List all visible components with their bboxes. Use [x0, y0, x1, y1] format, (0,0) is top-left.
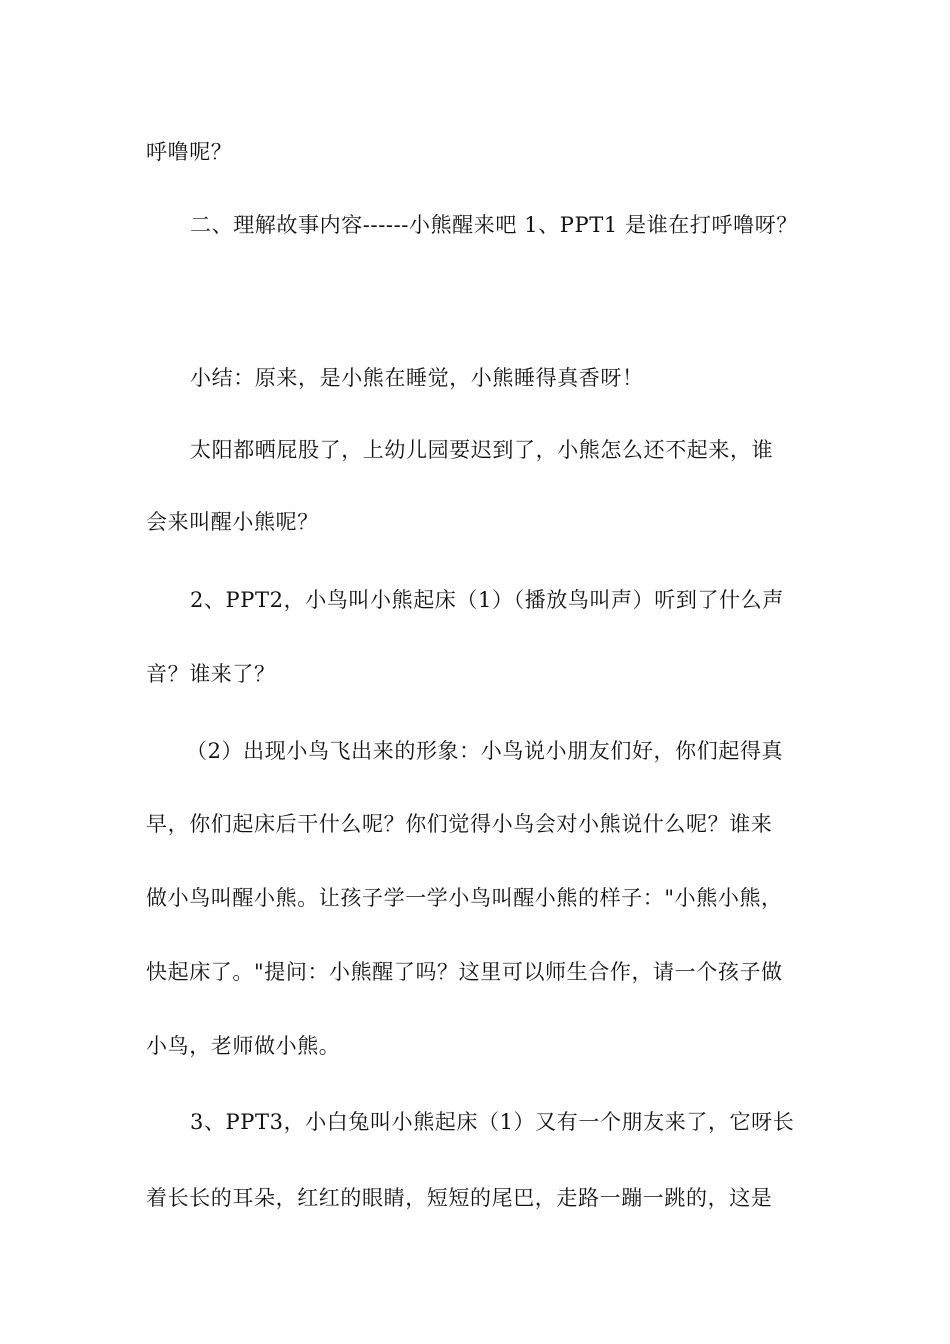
section-heading: 二、理解故事内容------小熊醒来吧 1、PPT1 是谁在打呼噜呀？ — [190, 213, 798, 237]
summary-line: 小结：原来，是小熊在睡觉，小熊睡得真香呀！ — [190, 366, 644, 390]
paragraph-line: 会来叫醒小熊呢？ — [146, 510, 319, 534]
paragraph-line: （2）出现小鸟飞出来的形象：小鸟说小朋友们好，你们起得真 — [186, 739, 784, 763]
paragraph-line: 2、PPT2，小鸟叫小熊起床（1）（播放鸟叫声）听到了什么声 — [190, 588, 784, 612]
paragraph-line: 小鸟，老师做小熊。 — [146, 1034, 341, 1058]
paragraph-line: 早，你们起床后干什么呢？你们觉得小鸟会对小熊说什么呢？谁来 — [146, 812, 773, 836]
paragraph-line: 音？谁来了？ — [146, 662, 276, 686]
paragraph-line: 快起床了。"提问：小熊醒了吗？这里可以师生合作，请一个孩子做 — [146, 960, 783, 984]
paragraph-line: 太阳都晒屁股了，上幼儿园要迟到了，小熊怎么还不起来，谁 — [190, 438, 774, 462]
paragraph-line: 3、PPT3，小白兔叫小熊起床（1）又有一个朋友来了，它呀长 — [190, 1110, 795, 1134]
paragraph-line: 呼噜呢？ — [146, 140, 233, 164]
paragraph-line: 着长长的耳朵，红红的眼睛，短短的尾巴，走路一蹦一跳的，这是 — [146, 1186, 773, 1210]
paragraph-line: 做小鸟叫醒小熊。让孩子学一学小鸟叫醒小熊的样子："小熊小熊， — [146, 886, 783, 910]
